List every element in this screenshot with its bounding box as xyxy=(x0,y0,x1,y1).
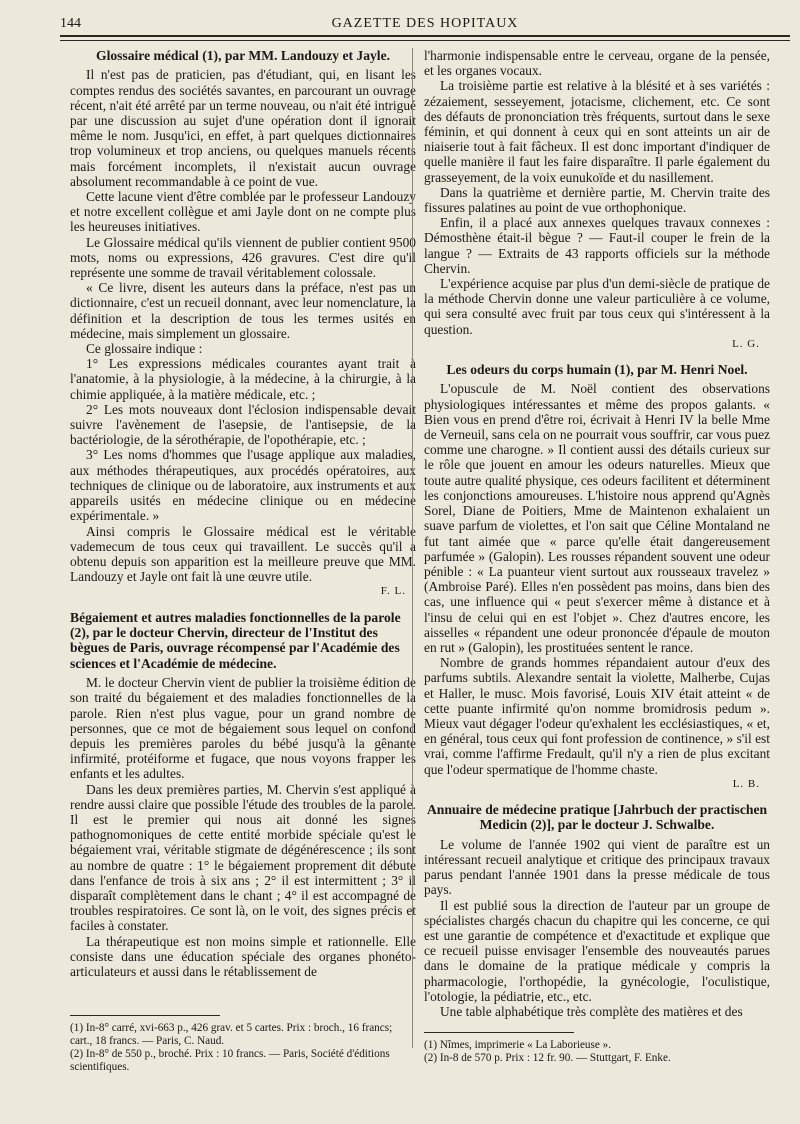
paragraph: Enfin, il a placé aux annexes quelques travaux connexes : Démosthène était-il bègue ? — Faut-il couper le frein de la langue ? — Extraits de 43 rapports officiels sur la méthode Chervin. xyxy=(424,215,770,276)
footnote: (2) In-8 de 570 p. Prix : 12 fr. 90. — Stuttgart, F. Enke. xyxy=(424,1052,671,1064)
paragraph: Dans la quatrième et dernière partie, M. Chervin traite des fissures palatines au point de vue orthophonique. xyxy=(424,184,770,216)
paragraph: Il est publié sous la direction de l'auteur par un groupe de spécialistes chargés chacun du chapitre qui les concerne, ce qui est une garantie de compétence et d'exactitude et explique que ce recueil puisse envisager l'ensemble des nouveautés parues dans le domaine de la pratique médicale y compris la pharmacologie, l'orthopédie, la gynécologie, l'oculistique, l'otologie, la pédiatrie, etc., etc. xyxy=(424,897,770,1004)
paragraph: l'harmonie indispensable entre le cerveau, organe de la pensée, et les organes vocaux. xyxy=(424,48,770,79)
author-signature: L. B. xyxy=(732,777,760,790)
author-signature: F. L. xyxy=(380,585,406,598)
paragraph: La thérapeutique est non moins simple et rationnelle. Elle consiste dans une éducation spéciale des organes phonéto-articulateurs et aussi dans le rétablissement de xyxy=(70,933,416,979)
paragraph: La troisième partie est relative à la blésité et à ses variétés : zézaiement, sesseyement, jotacisme, clichement, etc. Ce sont des défauts de prononciation très fréquents, surtout dans le sexe féminin, et qui donnent à ceux qui en sont atteints un air de niaiserie tout à fait fâcheux. Il est donc important d'indiquer de quelle manière il faut les faire disparaître. Il parle également du grasseyement, de la voix eunukoïde et du nasillement. xyxy=(424,78,770,185)
paragraph: Le Glossaire médical qu'ils viennent de publier contient 9500 mots, noms ou expressions, 426 gravures. C'est dire qu'il représente une somme de travail véritablement colossale. xyxy=(70,234,416,281)
paragraph: « Ce livre, disent les auteurs dans la préface, n'est pas un dictionnaire, c'est un recueil donnant, avec leur nomenclature, la définition et la description de tous les termes usités en médecine, mais simplement un glossaire. xyxy=(70,280,416,341)
paragraph: Le volume de l'année 1902 qui vient de paraître est un intéressant recueil analytique et critique des principaux travaux parus pendant l'année 1901 dans la presse médicale de tous pays. xyxy=(424,836,770,898)
column-divider xyxy=(412,48,413,1048)
footnote: (1) Nîmes, imprimerie « La Laborieuse ». xyxy=(424,1039,612,1051)
footnote: (1) In-8° carré, xvi-663 p., 426 grav. et 5 cartes. Prix : broch., 16 francs; cart., 18 francs. — Paris, C. Naud. xyxy=(70,1022,393,1047)
footnote: (2) In-8° de 550 p., broché. Prix : 10 francs. — Paris, Société d'éditions scientifiques. xyxy=(70,1048,390,1073)
paragraph: L'expérience acquise par plus d'un demi-siècle de pratique de la méthode Chervin donne une valeur particulière à ce volume, qui sera consulté avec fruit par tous ceux qui s'intéressent à la question. xyxy=(424,276,770,337)
right-column xyxy=(424,48,770,1019)
paragraph: 1° Les expressions médicales courantes ayant trait à l'anatomie, à la physiologie, à la médecine, à la chirurgie, à la chimie appliquée, à la matière médicale, etc. ; xyxy=(70,356,416,402)
paragraph: Une table alphabétique très complète des matières et des xyxy=(440,1004,743,1019)
left-column xyxy=(70,48,416,979)
journal-title: GAZETTE DES HOPITAUX xyxy=(331,16,519,31)
footnote-rule xyxy=(424,1032,574,1033)
article-title-odeurs: Les odeurs du corps humain (1), par M. Henri Noel. xyxy=(446,362,748,378)
paragraph: L'opuscule de M. Noël contient des observations physiologiques intéressantes et même des propos galants. « Bien vous en prend d'être roi, écrivait à Henri IV la belle Mme de Verneuil, sans cela on ne pourrait vous souffrir, car vous puez comme une charogne. » Il contient aussi des détails curieux sur le rôle que jouent en amour les odeurs naturelles. Mieux que toute autre qualité physique, ces odeurs facilitent et déterminent les conjonctions amoureuses. L'histoire nous apprend qu'Agnès Sorel, Diane de Poitiers, Mme de Maintenon exhalaient un suave parfum de violettes, et l'on sait que Céline Montaland ne fut tant aimée que « parce qu'elle était dangereusement parfumée » (Galopin). Les rousses répandent souvent une odeur pénible : « La puanteur vient surtout aux rousseaux travelez » (Ambroise Paré). Elles n'en possèdent pas moins, dans bien des cas, une influence qui « peut s'exercer même à distance et à l'insu de celui qui en est l'objet ». Chez d'autres encore, les aisselles « répandent une odeur prononcée d'épaule de mouton en rut » (Galopin), les prostituées sentent le rance. xyxy=(424,381,770,655)
paragraph: Ce glossaire indique : xyxy=(86,341,203,357)
article-title-glossaire: Glossaire médical (1), par MM. Landouzy et Jayle. xyxy=(96,48,390,63)
article-title-begaiement: Bégaiement et autres maladies fonctionnelles de la parole (2), par le docteur Chervin, directeur de l'Institut des bègues de Paris, ouvrage récompensé par l'Académie des sciences et l'Académie de médecine. xyxy=(70,609,401,671)
paragraph: Ainsi compris le Glossaire médical est le véritable vademecum de tous ceux qui travaillent. Le succès qu'il a obtenu depuis son apparition est la meilleure preuve que MM. Landouzy et Jayle ont fait là une œuvre utile. xyxy=(70,523,416,585)
footnotes-left xyxy=(70,1015,416,1074)
page-header xyxy=(60,14,790,34)
footnote-rule xyxy=(70,1015,220,1016)
article-title-annuaire: Annuaire de médecine pratique [Jahrbuch der practischen Medicin (2)], par le docteur J. Schwalbe. xyxy=(426,801,768,833)
paragraph: M. le docteur Chervin vient de publier la troisième édition de son traité du bégaiement et des maladies fonctionnelles de la parole. Rien n'est plus vague, pour un grand nombre de personnes, que ce mot de bégaiement sous lequel on confond depuis les premières paroles du bébé jusqu'à la gênante infirmité, protéiforme et fugace, que nous voyons frapper les enfants et les adultes. xyxy=(70,675,416,782)
page-number: 144 xyxy=(60,16,81,31)
paragraph: Dans les deux premières parties, M. Chervin s'est appliqué à rendre aussi claire que possible l'étude des troubles de la parole. Il est le premier qui nous ait donné les signes pathognomoniques de cette entité morbide spéciale qu'est le bégaiement vrai, véritable stigmate de dégénérescence ; ils sont au nombre de quatre : 1° le bégaiement proprement dit débute dans l'enfance de trois à six ans ; 2° il est intermittent ; 3° il disparaît complètement dans le chant ; 4° il est accompagné de troubles respiratoires. Ce sont là, on le voit, des signes précis et faciles à constater. xyxy=(70,781,416,934)
paragraph: Cette lacune vient d'être comblée par le professeur Landouzy et notre excellent collègue et ami Jayle dont on ne compte plus les heureuses initiatives. xyxy=(70,189,416,235)
paragraph: 3° Les noms d'hommes que l'usage applique aux maladies, aux méthodes thérapeutiques, aux procédés opératoires, aux techniques de clinique ou de laboratoire, aux instruments et aux appareils usités en médecine clinique ou en médecine expérimentale. » xyxy=(70,447,416,524)
paragraph: Nombre de grands hommes répandaient autour d'eux des parfums subtils. Alexandre sentait la violette, Malherbe, Cujas et Haller, le musc. Mois favorisé, Louis XIV était atteint « de cette puante infirmité qu'on nomme bromidrosis pedum ». Mieux vaut dégager l'odeur qu'exhalent les ecclésiastiques, « et, en général, tous ceux qui font profession de continence, » s'il est vrai, comme l'affirme Fredault, qu'il n'y a rien de plus excitant que l'odeur spermatique de l'homme chaste. xyxy=(424,655,770,777)
header-rule xyxy=(60,35,790,37)
footnotes-right xyxy=(424,1032,770,1065)
paragraph: Il n'est pas de praticien, pas d'étudiant, qui, en lisant les comptes rendus des sociétés savantes, en parcourant un ouvrage récent, n'ait été arrêté par un terme nouveau, ou n'ait été intrigué par une discussion au sujet d'une opération dont il ignorait même le nom. Jusqu'ici, en effet, à part quelques dictionnaires trop volumineux et trop anciens, ou quelques manuels récents mais forcément incomplets, il n'existait aucun ouvrage absolument recommandable à ce point de vue. xyxy=(70,67,416,189)
paragraph: 2° Les mots nouveaux dont l'éclosion indispensable devait suivre l'avènement de l'asepsie, de l'antisepsie, de la bactériologie, de la sérothérapie, de l'opothérapie, etc. ; xyxy=(70,401,416,448)
author-signature: L. G. xyxy=(732,337,760,350)
header-rule-thin xyxy=(60,40,790,41)
